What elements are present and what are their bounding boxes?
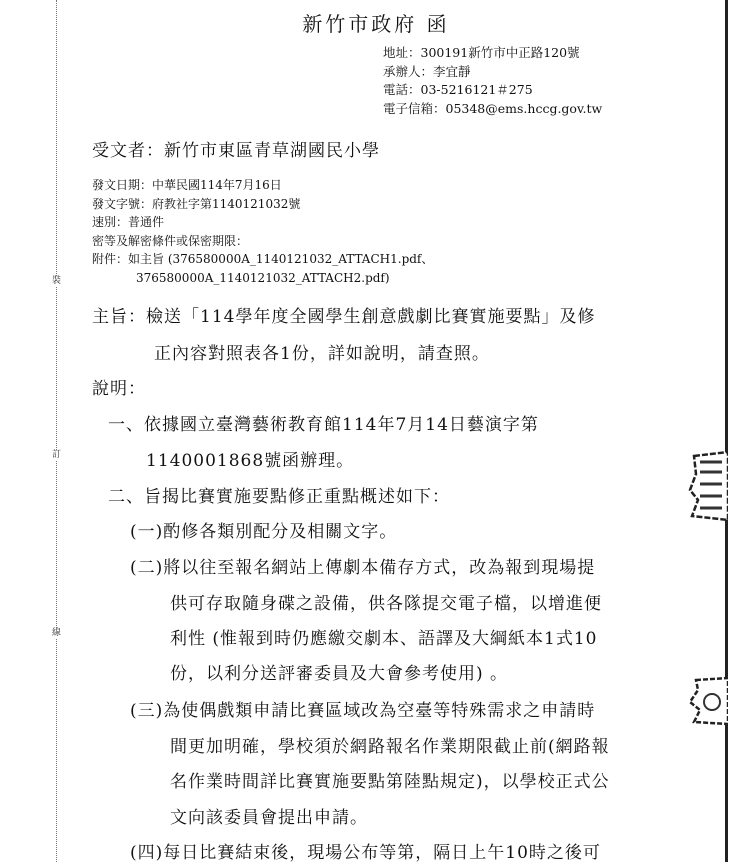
item1-line2: 1140001868號函辦理。 — [146, 451, 355, 471]
binding-mark-top: 裝 — [52, 276, 62, 286]
seal-stamp-lower-icon — [688, 676, 728, 726]
handler: 承辦人：李宜靜 — [383, 63, 471, 79]
attachment-line2: 376580000A_1140121032_ATTACH2.pdf) — [136, 270, 390, 285]
binding-mark-middle: 訂 — [52, 450, 62, 460]
item2-heading: 二、旨揭比賽實施要點修正重點概述如下： — [108, 487, 450, 507]
attachment-line1: 附件：如主旨 (376580000A_1140121032_ATTACH1.pdf、 — [92, 252, 434, 266]
secrecy-level: 密等及解密條件或保密期限： — [92, 233, 249, 248]
sub4-line1: (四)每日比賽結束後，現場公布等第，隔日上午10時之後可 — [130, 843, 601, 863]
document-title: 新竹市政府 函 — [302, 12, 450, 36]
phone: 電話：03-5216121＃275 — [383, 82, 533, 97]
sub2-line2: 供可存取隨身碟之設備，供各隊提交電子檔，以增進便 — [170, 594, 602, 614]
address: 地址：300191新竹市中正路120號 — [383, 45, 580, 60]
subject-line1: 主旨：檢送「114學年度全國學生創意戲劇比賽實施要點」及修 — [92, 307, 596, 327]
seal-stamp-upper — [688, 450, 728, 522]
item1-line1: 一、依據國立臺灣藝術教育館114年7月14日藝演字第 — [108, 415, 539, 435]
sub2-line4: 份，以利分送評審委員及大會參考使用) 。 — [170, 664, 509, 684]
sub3-line3: 名作業時間詳比賽實施要點第陸點規定)，以學校正式公 — [170, 772, 610, 792]
speed-class: 速別：普通件 — [92, 215, 165, 229]
document-meta — [92, 176, 433, 287]
sub3-line2: 間更加明確，學校須於網路報名作業期限截止前(網路報 — [170, 737, 610, 757]
sub2-line1: (二)將以往至報名網站上傳劇本備存方式，改為報到現場提 — [130, 558, 596, 578]
explanation-label: 說明： — [92, 379, 146, 399]
contact-block — [383, 44, 602, 118]
binding-mark-bottom: 線 — [52, 628, 62, 638]
subject-line2: 正內容對照表各1份，詳如說明，請查照。 — [154, 344, 490, 364]
email: 電子信箱：05348@ems.hccg.gov.tw — [383, 100, 603, 116]
sub3-line1: (三)為使偶戲類申請比賽區域改為空臺等特殊需求之申請時 — [130, 701, 596, 721]
seal-stamp-lower — [688, 676, 728, 726]
issue-date: 發文日期：中華民國114年7月16日 — [92, 178, 282, 192]
sub1: (一)酌修各類別配分及相關文字。 — [130, 522, 398, 542]
seal-stamp-upper-icon — [688, 450, 728, 522]
document-number: 發文字號：府教社字第1140121032號 — [92, 196, 301, 211]
sub3-line4: 文向該委員會提出申請。 — [170, 808, 368, 828]
recipient: 受文者：新竹市東區青草湖國民小學 — [92, 141, 380, 161]
binding-line — [56, 0, 57, 862]
sub2-line3: 利性 (惟報到時仍應繳交劇本、語譯及大綱紙本1式10 — [170, 629, 598, 649]
